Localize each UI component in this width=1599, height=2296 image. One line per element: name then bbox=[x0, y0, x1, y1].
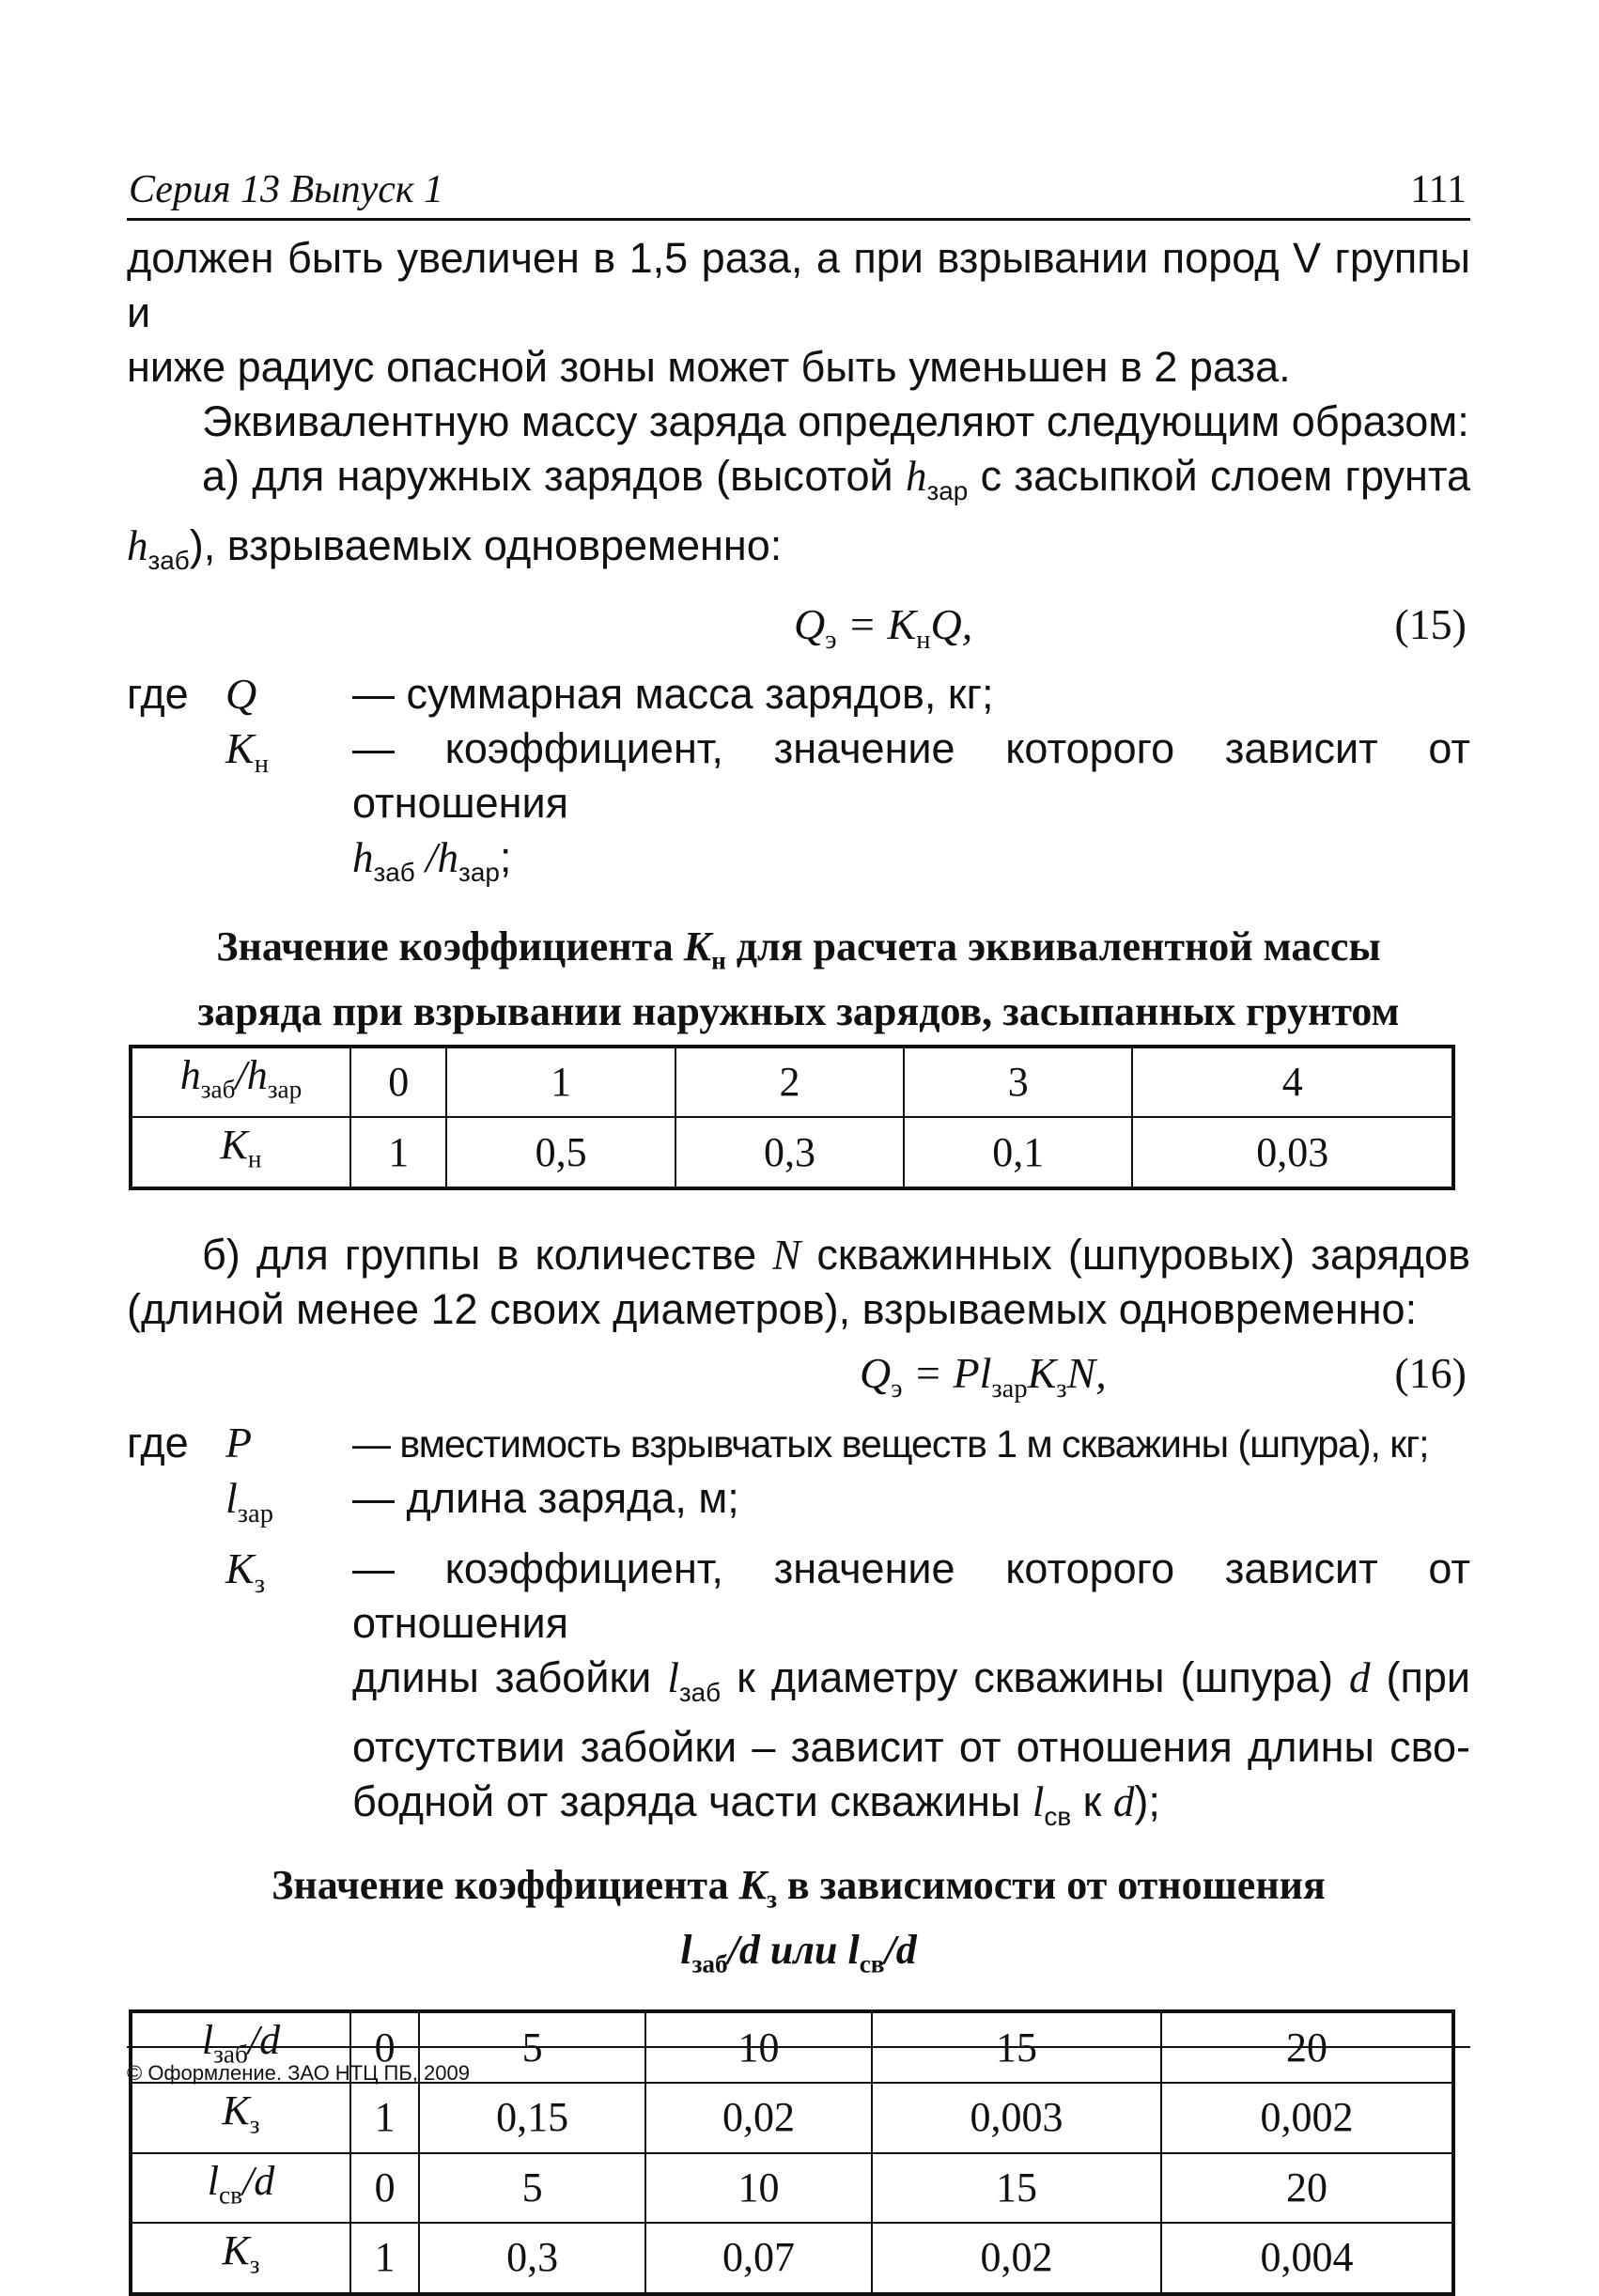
where-15-k: $K_н$ — коэффициент, значение которого зависит от отношения bbox=[225, 723, 1470, 827]
where-16 bbox=[127, 1416, 1470, 1843]
table-row bbox=[131, 2083, 1453, 2153]
formula-16-expression: $Q_э = Pl_{зар}K_зN$, bbox=[860, 1348, 1107, 1404]
row-label: $h_{заб}/h_{зар}$ bbox=[131, 1047, 350, 1118]
table-cell: 1 bbox=[350, 2083, 419, 2153]
table-cell: 0,02 bbox=[645, 2083, 872, 2153]
case-b-line-1: б) для группы в количестве N скважинных (шпуровых) зарядов bbox=[202, 1230, 1470, 1279]
table-1-title: Значение коэффициента $K_н$ для расчета эквивалентной массы заряда при взрывании наружных зарядов, засыпанных грунтом bbox=[197, 923, 1400, 1034]
formula-15-expression: $Q_э = K_нQ$, bbox=[794, 599, 973, 655]
table-cell: 15 bbox=[872, 2011, 1161, 2083]
table-cell: 10 bbox=[645, 2153, 872, 2224]
table-cell: 2 bbox=[675, 1047, 904, 1118]
where-16-l: $l_{зар}$ — длина заряда, м; bbox=[225, 1473, 739, 1528]
table-cell: 20 bbox=[1161, 2011, 1453, 2083]
table-cell: 0,002 bbox=[1161, 2083, 1453, 2153]
table-row bbox=[131, 2153, 1453, 2224]
row-label: $K_з$ bbox=[131, 2223, 350, 2294]
where-15 bbox=[127, 667, 1470, 900]
table-cell: 0,004 bbox=[1161, 2223, 1453, 2294]
table-cell: 0,5 bbox=[446, 1117, 675, 1188]
table-cell: 3 bbox=[904, 1047, 1132, 1118]
document-page bbox=[127, 0, 1470, 2281]
formula-16-number: (16) bbox=[1394, 1348, 1467, 1397]
table-cell: 0 bbox=[350, 2011, 419, 2083]
formula-16 bbox=[127, 1346, 1470, 1412]
table-row bbox=[131, 1047, 1453, 1118]
table-kn bbox=[129, 1045, 1455, 1190]
equiv-paragraph: Эквивалентную массу заряда определяют следующим образом: bbox=[202, 397, 1469, 445]
table-cell: 0,03 bbox=[1132, 1117, 1453, 1188]
row-label: $K_з$ bbox=[131, 2083, 350, 2153]
table-cell: 0,3 bbox=[419, 2223, 645, 2294]
where-16-k: $K_з$ — коэффициент, значение которого зависит от отношения bbox=[225, 1544, 1470, 1647]
where-15-ratio: $h_{заб}$ $/h_{зар}$; bbox=[352, 832, 512, 887]
page-number: 111 bbox=[1410, 168, 1467, 211]
where-16-cont-1: длины забойки $l_{заб}$ к диаметру скважины (шпура) d (при bbox=[352, 1652, 1470, 1707]
table-cell: 0,1 bbox=[904, 1117, 1132, 1188]
copyright-text: © Оформление. ЗАО НТЦ ПБ, 2009 bbox=[127, 2061, 470, 2085]
table-cell: 1 bbox=[446, 1047, 675, 1118]
case-b-line-2: (длиной менее 12 своих диаметров), взрываемых одновременно: bbox=[127, 1284, 1418, 1333]
formula-15-number: (15) bbox=[1394, 599, 1467, 648]
row-label: $l_{заб}/d$ bbox=[131, 2011, 350, 2083]
table-cell: 10 bbox=[645, 2011, 872, 2083]
series-title: Серия 13 Выпуск 1 bbox=[129, 168, 443, 211]
table-cell: 1 bbox=[350, 2223, 419, 2294]
running-header bbox=[127, 167, 1470, 221]
body-text bbox=[127, 231, 1470, 2296]
table-cell: 0,3 bbox=[675, 1117, 904, 1188]
table-cell: 1 bbox=[350, 1117, 446, 1188]
case-a-line-2: $h_{заб}$), взрываемых одновременно: bbox=[127, 520, 783, 575]
table-row bbox=[131, 2223, 1453, 2294]
where-16-cont-3: бодной от заряда части скважины $l_{св}$ к d); bbox=[352, 1776, 1160, 1831]
table-cell: 20 bbox=[1161, 2153, 1453, 2224]
where-16-cont-2: отсутствии забойки – зависит от отношения длины сво- bbox=[352, 1722, 1470, 1771]
table-cell: 4 bbox=[1132, 1047, 1453, 1118]
table-cell: 0,003 bbox=[872, 2083, 1161, 2153]
row-label: $K_н$ bbox=[131, 1117, 350, 1188]
table-cell: 5 bbox=[419, 2153, 645, 2224]
table-cell: 0,07 bbox=[645, 2223, 872, 2294]
intro-line-1: должен быть увеличен в 1,5 раза, а при взрывании пород V группы и bbox=[127, 234, 1470, 336]
row-label: $l_{св}/d$ bbox=[131, 2153, 350, 2224]
table-cell: 0 bbox=[350, 1047, 446, 1118]
table-cell: 15 bbox=[872, 2153, 1161, 2224]
table-cell: 0,02 bbox=[872, 2223, 1161, 2294]
where-16-p: где P — вместимость взрывчатых веществ 1 м скважины (шпура), кг; bbox=[127, 1418, 1429, 1466]
table-row bbox=[131, 1117, 1453, 1188]
case-a-line-1: а) для наружных зарядов (высотой $h_{зар}$ с засыпкой слоем грунта bbox=[202, 452, 1470, 505]
table-cell: 0,15 bbox=[419, 2083, 645, 2153]
formula-15 bbox=[127, 597, 1470, 663]
table-2-title: Значение коэффициента $K_з$ в зависимости от отношения $l_{заб}/d$ или $l_{св}/d$ bbox=[272, 1862, 1326, 1978]
table-cell: 5 bbox=[419, 2011, 645, 2083]
page-footer bbox=[127, 2046, 1470, 2086]
table-cell: 0 bbox=[350, 2153, 419, 2224]
where-15-q: где Q — суммарная масса зарядов, кг; bbox=[127, 669, 994, 718]
intro-line-2: ниже радиус опасной зоны может быть уменьшен в 2 раза. bbox=[127, 343, 1291, 391]
